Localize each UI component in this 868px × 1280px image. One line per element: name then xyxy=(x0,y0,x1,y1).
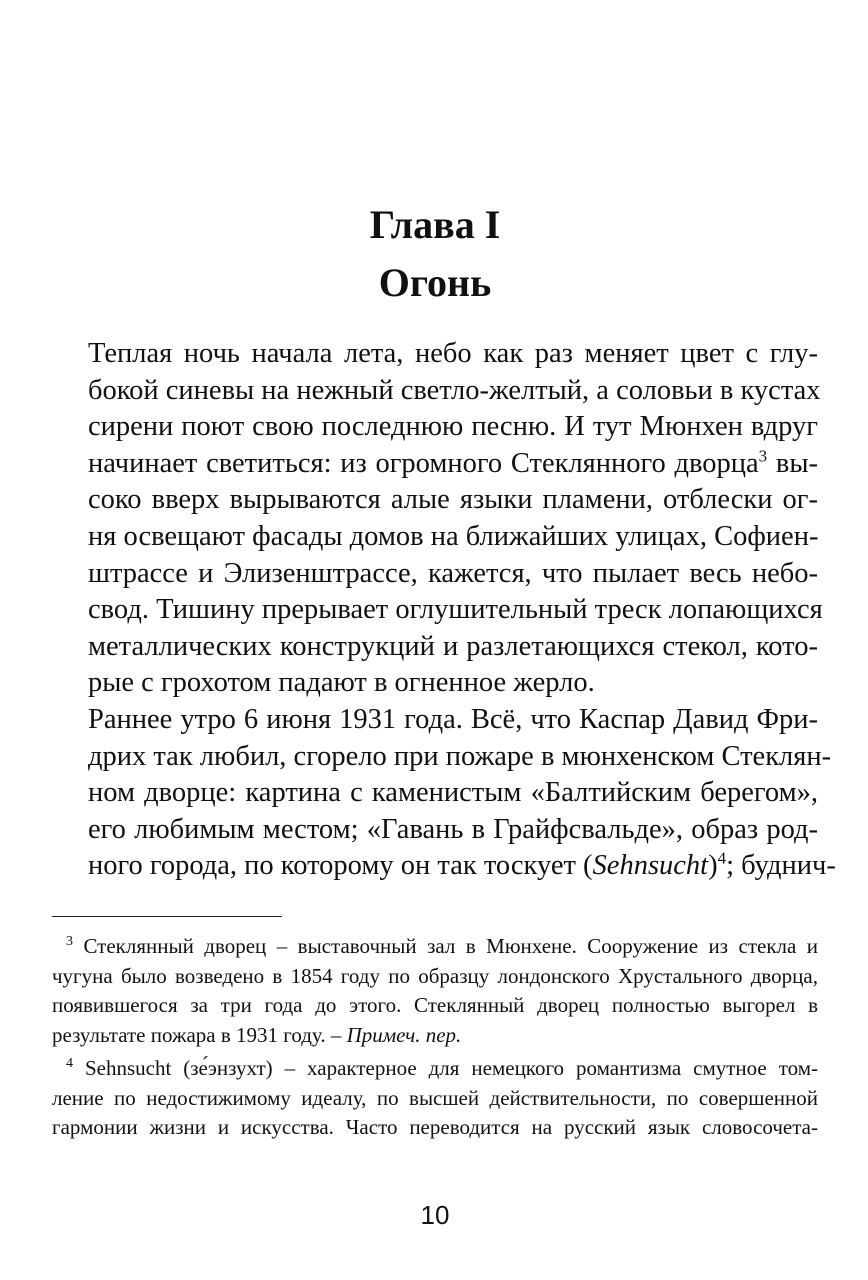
book-page xyxy=(52,0,836,1280)
text-line: ня освещают фасады домов на ближайших улицах, Софиен- xyxy=(88,520,819,552)
footnote-line: чугуна было возведено в 1854 году по образцу лондонского Хрустального дворца, xyxy=(52,963,818,988)
chapter-heading xyxy=(52,196,818,312)
text-line: свод. Тишину прерывает оглушительный треск лопающихся xyxy=(88,594,823,626)
footnote-divider xyxy=(52,916,282,917)
footnote-line xyxy=(52,932,818,962)
footnote-ref-3: 3 xyxy=(758,446,768,466)
footnote-line: гармонии жизни и искусства. Часто переводится на русский язык словосочета- xyxy=(52,1115,818,1139)
text-line: металлических конструкций и разлетающихся стекол, кото- xyxy=(88,630,818,662)
text-line: соко вверх вырываются алые языки пламени, отблески ог- xyxy=(88,484,818,516)
chapter-title: Огонь xyxy=(378,260,492,305)
sehnsucht-term: Sehnsucht xyxy=(592,850,709,882)
footnote-4 xyxy=(52,1054,818,1143)
text-line: бокой синевы на нежный светло-желтый, а соловьи в кустах xyxy=(88,374,821,406)
text-fragment: результате пожара в 1931 году. – xyxy=(52,1022,347,1047)
text-line: Теплая ночь начала лета, небо как раз меняет цвет с глу- xyxy=(88,338,818,369)
text-fragment: ; буднич- xyxy=(726,850,836,882)
footnote-line xyxy=(52,1021,818,1051)
text-line: его любимым местом; «Гавань в Грайфсвальде», образ род- xyxy=(88,813,818,845)
footnote-ref-4: 4 xyxy=(717,848,727,868)
text-fragment: начинает светиться: из огромного Стеклянного дворца xyxy=(88,447,759,479)
text-fragment: ного города, по которому он так тоскует ( xyxy=(88,850,593,882)
main-text xyxy=(52,336,836,885)
footnote-line: ление по недостижимому идеалу, по высшей действительности, по совершенной xyxy=(52,1085,818,1110)
text-fragment: Стеклянный дворец – выставочный зал в Мюнхене. Сооружение из стекла и xyxy=(83,934,818,958)
chapter-number: Глава I xyxy=(369,202,501,247)
paragraph-2 xyxy=(52,702,836,885)
translator-note: Примеч. пер. xyxy=(346,1022,462,1047)
footnote-marker: 4 xyxy=(66,1056,73,1071)
footnote-line xyxy=(52,1054,818,1084)
text-line: ного города, по которому он так тоскует (Sehnsucht)$^4$; буднич- xyxy=(88,848,836,882)
text-line: ном дворце: картина с каменистым «Балтийским берегом», xyxy=(88,777,818,809)
text-line: дрих так любил, сгорело при пожаре в мюнхенском Стеклян- xyxy=(88,740,832,772)
footnote-line: появившегося за три года до этого. Стеклянный дворец полностью выгорел в xyxy=(52,993,818,1017)
text-line: сирени поют свою последнюю песню. И тут Мюнхен вдруг xyxy=(88,411,818,443)
text-line: Раннее утро 6 июня 1931 года. Всё, что Каспар Давид Фри- xyxy=(88,703,818,735)
footnote-marker: 3 xyxy=(66,934,73,949)
text-fragment: Sehnsucht (зе́энзухт) – характерное для немецкого романтизма смутное том- xyxy=(84,1056,818,1080)
text-line: штрассе и Элизенштрассе, кажется, что пылает весь небо- xyxy=(88,557,818,589)
page-number: 10 xyxy=(420,1200,450,1230)
paragraph-1 xyxy=(52,336,823,702)
text-fragment: вы- xyxy=(767,447,818,479)
text-line: рые с грохотом падают в огненное жерло. xyxy=(88,667,595,699)
text-line xyxy=(52,446,818,483)
footnote-3 xyxy=(52,932,818,1050)
footnotes xyxy=(52,932,818,1147)
